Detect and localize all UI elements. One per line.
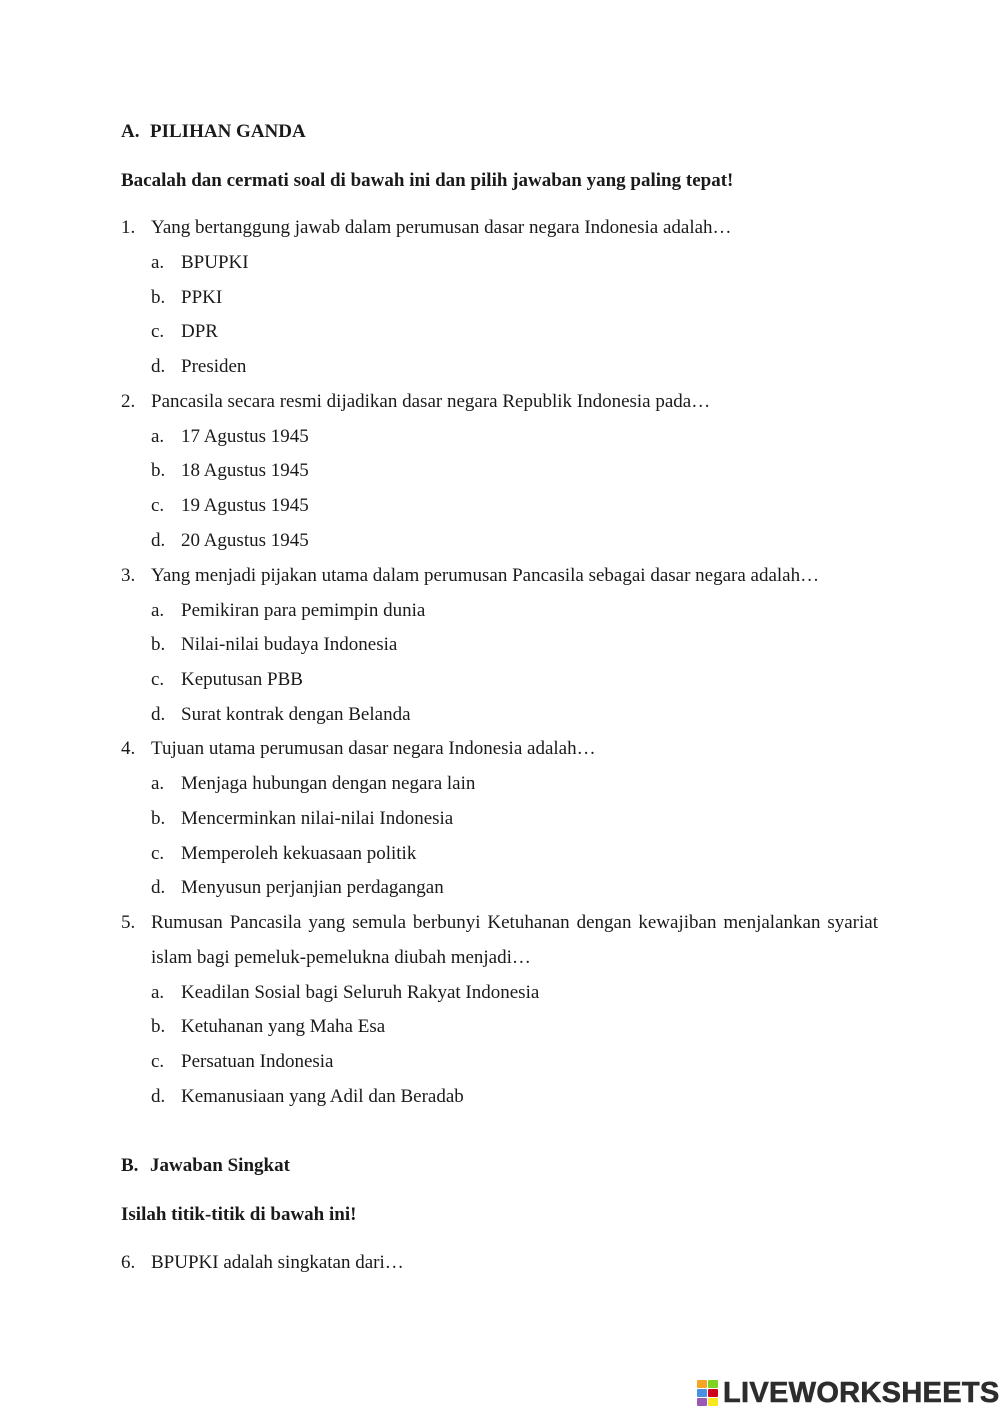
option-letter: b.	[151, 460, 166, 481]
option-2d[interactable]	[151, 530, 309, 552]
logo-text: LIVEWORKSHEETS	[723, 1376, 1000, 1409]
question-number: 6.	[121, 1252, 136, 1273]
section-a-heading	[121, 121, 306, 143]
logo-mark-icon	[697, 1380, 719, 1406]
section-a-instruction: Bacalah dan cermati soal di bawah ini dan pilih jawaban yang paling tepat!	[121, 170, 734, 191]
option-4d[interactable]	[151, 877, 444, 899]
option-text: Persatuan Indonesia	[181, 1051, 334, 1072]
option-5a[interactable]	[151, 982, 539, 1004]
option-letter: a.	[151, 982, 165, 1003]
option-4c[interactable]	[151, 843, 416, 865]
option-text: Mencerminkan nilai-nilai Indonesia	[181, 808, 454, 829]
option-letter: d.	[151, 704, 166, 725]
option-text: 19 Agustus 1945	[181, 495, 309, 516]
logo-block	[708, 1380, 718, 1388]
option-letter: c.	[151, 1051, 165, 1072]
option-text: Menyusun perjanjian perdagangan	[181, 877, 444, 898]
option-3a[interactable]	[151, 600, 425, 622]
option-text: 20 Agustus 1945	[181, 530, 309, 551]
option-text: Ketuhanan yang Maha Esa	[181, 1016, 386, 1037]
option-2a[interactable]	[151, 426, 309, 448]
question-1	[121, 217, 732, 239]
option-1a[interactable]	[151, 252, 249, 274]
option-letter: c.	[151, 843, 165, 864]
option-letter: d.	[151, 1086, 166, 1107]
section-b-title: Jawaban Singkat	[150, 1155, 290, 1176]
question-text: Yang menjadi pijakan utama dalam perumusan Pancasila sebagai dasar negara adalah…	[151, 565, 820, 586]
option-2b[interactable]	[151, 460, 309, 482]
option-letter: c.	[151, 495, 165, 516]
option-letter: a.	[151, 252, 165, 273]
option-text: Keputusan PBB	[181, 669, 303, 690]
option-text: PPKI	[181, 287, 223, 308]
logo-block	[708, 1389, 718, 1397]
option-text: 18 Agustus 1945	[181, 460, 309, 481]
option-letter: b.	[151, 634, 166, 655]
question-number: 2.	[121, 391, 136, 412]
option-1b[interactable]	[151, 287, 222, 309]
logo-block	[697, 1389, 707, 1397]
question-6	[121, 1252, 404, 1274]
section-b-instruction: Isilah titik-titik di bawah ini!	[121, 1204, 357, 1225]
question-5-text: Rumusan Pancasila yang semula berbunyi Ketuhanan dengan kewajiban menjalankan syariat islam bagi pemeluk-pemelukna diubah menjadi…	[151, 912, 878, 968]
option-5d[interactable]	[151, 1086, 464, 1108]
option-letter: a.	[151, 426, 165, 447]
option-text: Presiden	[181, 356, 247, 377]
option-text: BPUPKI	[181, 252, 249, 273]
option-text: 17 Agustus 1945	[181, 426, 309, 447]
option-letter: d.	[151, 356, 166, 377]
option-letter: c.	[151, 321, 165, 342]
logo-block	[697, 1398, 707, 1406]
option-5b[interactable]	[151, 1016, 385, 1038]
option-letter: a.	[151, 773, 165, 794]
option-3c[interactable]	[151, 669, 303, 691]
question-2	[121, 391, 710, 413]
option-letter: d.	[151, 877, 166, 898]
option-4a[interactable]	[151, 773, 475, 795]
option-text: Surat kontrak dengan Belanda	[181, 704, 411, 725]
option-letter: b.	[151, 808, 166, 829]
question-number: 3.	[121, 565, 136, 586]
section-b-letter: B.	[121, 1155, 139, 1176]
option-text: Nilai-nilai budaya Indonesia	[181, 634, 398, 655]
option-text: DPR	[181, 321, 218, 342]
option-letter: b.	[151, 1016, 166, 1037]
question-4	[121, 738, 596, 760]
question-text: Yang bertanggung jawab dalam perumusan dasar negara Indonesia adalah…	[151, 217, 732, 238]
option-4b[interactable]	[151, 808, 453, 830]
liveworksheets-logo	[697, 1376, 1000, 1410]
option-3d[interactable]	[151, 704, 411, 726]
option-text: Keadilan Sosial bagi Seluruh Rakyat Indonesia	[181, 982, 540, 1003]
question-5-number: 5.	[121, 912, 136, 933]
question-3	[121, 565, 819, 587]
section-b-heading	[121, 1155, 290, 1177]
option-letter: b.	[151, 287, 166, 308]
question-text: Pancasila secara resmi dijadikan dasar negara Republik Indonesia pada…	[151, 391, 711, 412]
option-text: Memperoleh kekuasaan politik	[181, 843, 417, 864]
option-3b[interactable]	[151, 634, 397, 656]
section-a-title: PILIHAN GANDA	[150, 121, 306, 142]
option-1c[interactable]	[151, 321, 218, 343]
option-letter: a.	[151, 600, 165, 621]
option-2c[interactable]	[151, 495, 309, 517]
logo-block	[708, 1398, 718, 1406]
question-text: BPUPKI adalah singkatan dari…	[151, 1252, 404, 1273]
question-number: 1.	[121, 217, 136, 238]
option-letter: c.	[151, 669, 165, 690]
question-text: Tujuan utama perumusan dasar negara Indonesia adalah…	[151, 738, 596, 759]
logo-block	[697, 1380, 707, 1388]
question-number: 4.	[121, 738, 136, 759]
option-text: Pemikiran para pemimpin dunia	[181, 600, 426, 621]
option-1d[interactable]	[151, 356, 246, 378]
option-text: Kemanusiaan yang Adil dan Beradab	[181, 1086, 464, 1107]
section-a-letter: A.	[121, 121, 140, 142]
option-letter: d.	[151, 530, 166, 551]
option-5c[interactable]	[151, 1051, 333, 1073]
option-text: Menjaga hubungan dengan negara lain	[181, 773, 476, 794]
